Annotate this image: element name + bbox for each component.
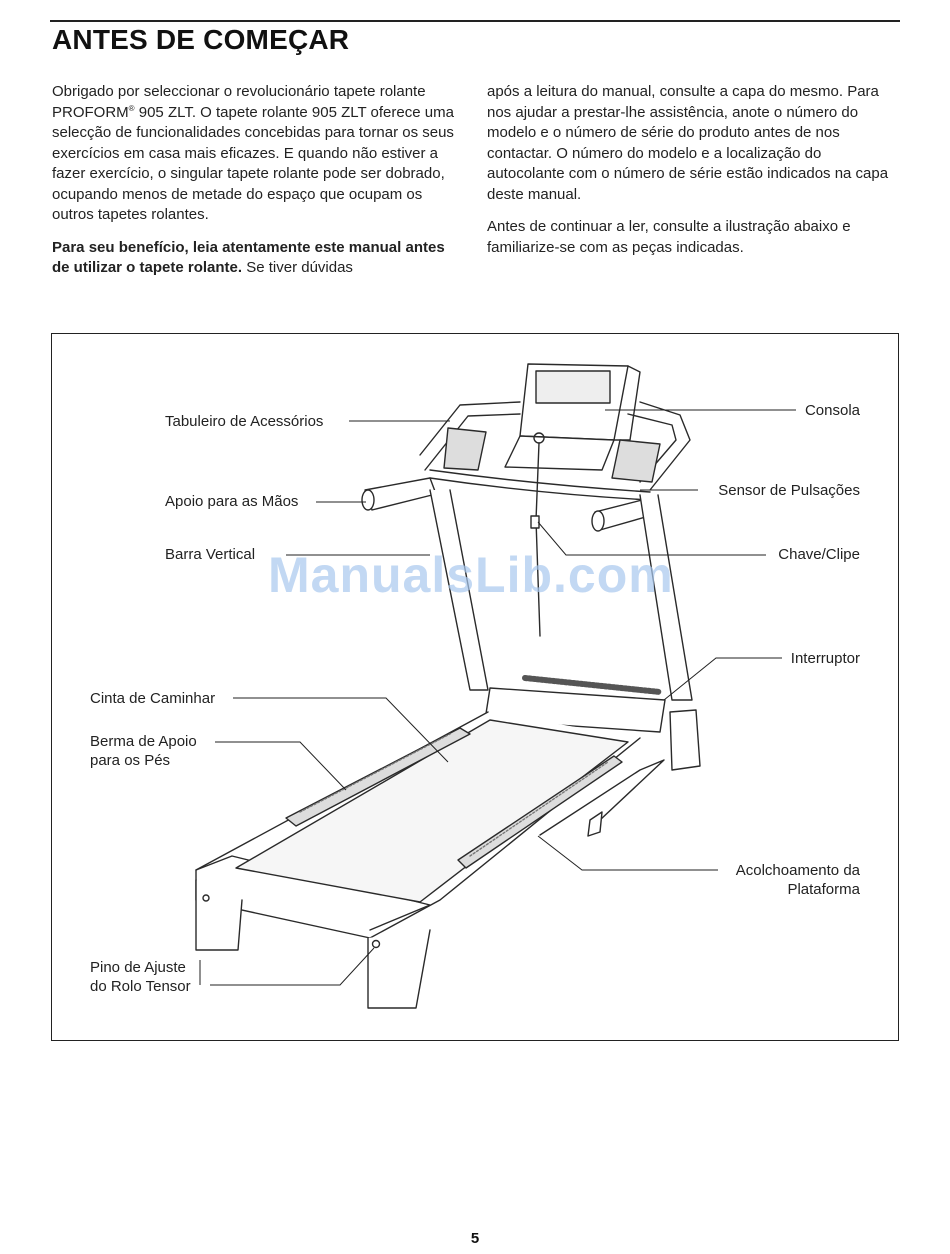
intro-text-rest: Se tiver dúvidas [242,259,353,276]
label-key-clip: Chave/Clipe [778,546,860,563]
label-foot-rail-line2: para os Pés [90,752,171,769]
label-walking-belt: Cinta de Caminhar [90,690,216,707]
label-accessory-tray: Tabuleiro de Acessórios [165,413,324,430]
label-pulse-sensor: Sensor de Pulsações [718,482,860,499]
label-cushion-line1: Acolchoamento da [735,862,860,879]
watermark: ManualsLib.com [268,547,674,603]
label-foot-rail-line1: Berma de Apoio [90,733,197,750]
label-idler-line2: do Rolo Tensor [90,978,191,995]
label-handrail: Apoio para as Mãos [165,493,299,510]
label-idler [90,958,191,996]
intro-paragraph-3: após a leitura do manual, consulte a capa do mesmo. Para nos ajudar a prestar-lhe assistência, anote o número do modelo e o número de série do produto antes de nos contactar. O número do modelo e a localização do autocolante com o número de série estão indicados na capa deste manual. [487,83,889,203]
label-console: Consola [804,402,860,419]
label-power-switch: Interruptor [790,650,860,667]
intro-paragraph-4: Antes de continuar a ler, consulte a ilustração abaixo e familiarize-se com as peças indicadas. [487,218,851,256]
label-foot-rail [90,732,197,770]
intro-text: Obrigado por seleccionar o revolucionário tapete rolante PROFORM [52,83,426,121]
page-title: ANTES DE COMEÇAR [52,24,350,55]
label-cushion-line2: Plataforma [787,881,860,898]
label-upright: Barra Vertical [165,546,256,563]
label-cushion [736,861,860,899]
page-number: 5 [470,1230,480,1247]
registered-mark: ® [128,103,135,113]
intro-bold-text: Para seu benefício, leia atentamente este manual antes de utilizar o tapete rolante. [52,238,445,276]
label-idler-line1: Pino de Ajuste [90,959,186,976]
intro-text-cont: 905 ZLT. O tapete rolante 905 ZLT oferece uma selecção de funcionalidades concebidas para tornar os seus exercícios em casa mais eficazes. E quando não estiver a fazer exercício, o singular tapete rolante pode ser dobrado, ocupando menos de metade do espaço que ocupam os outros tapetes rolantes. [52,103,454,223]
